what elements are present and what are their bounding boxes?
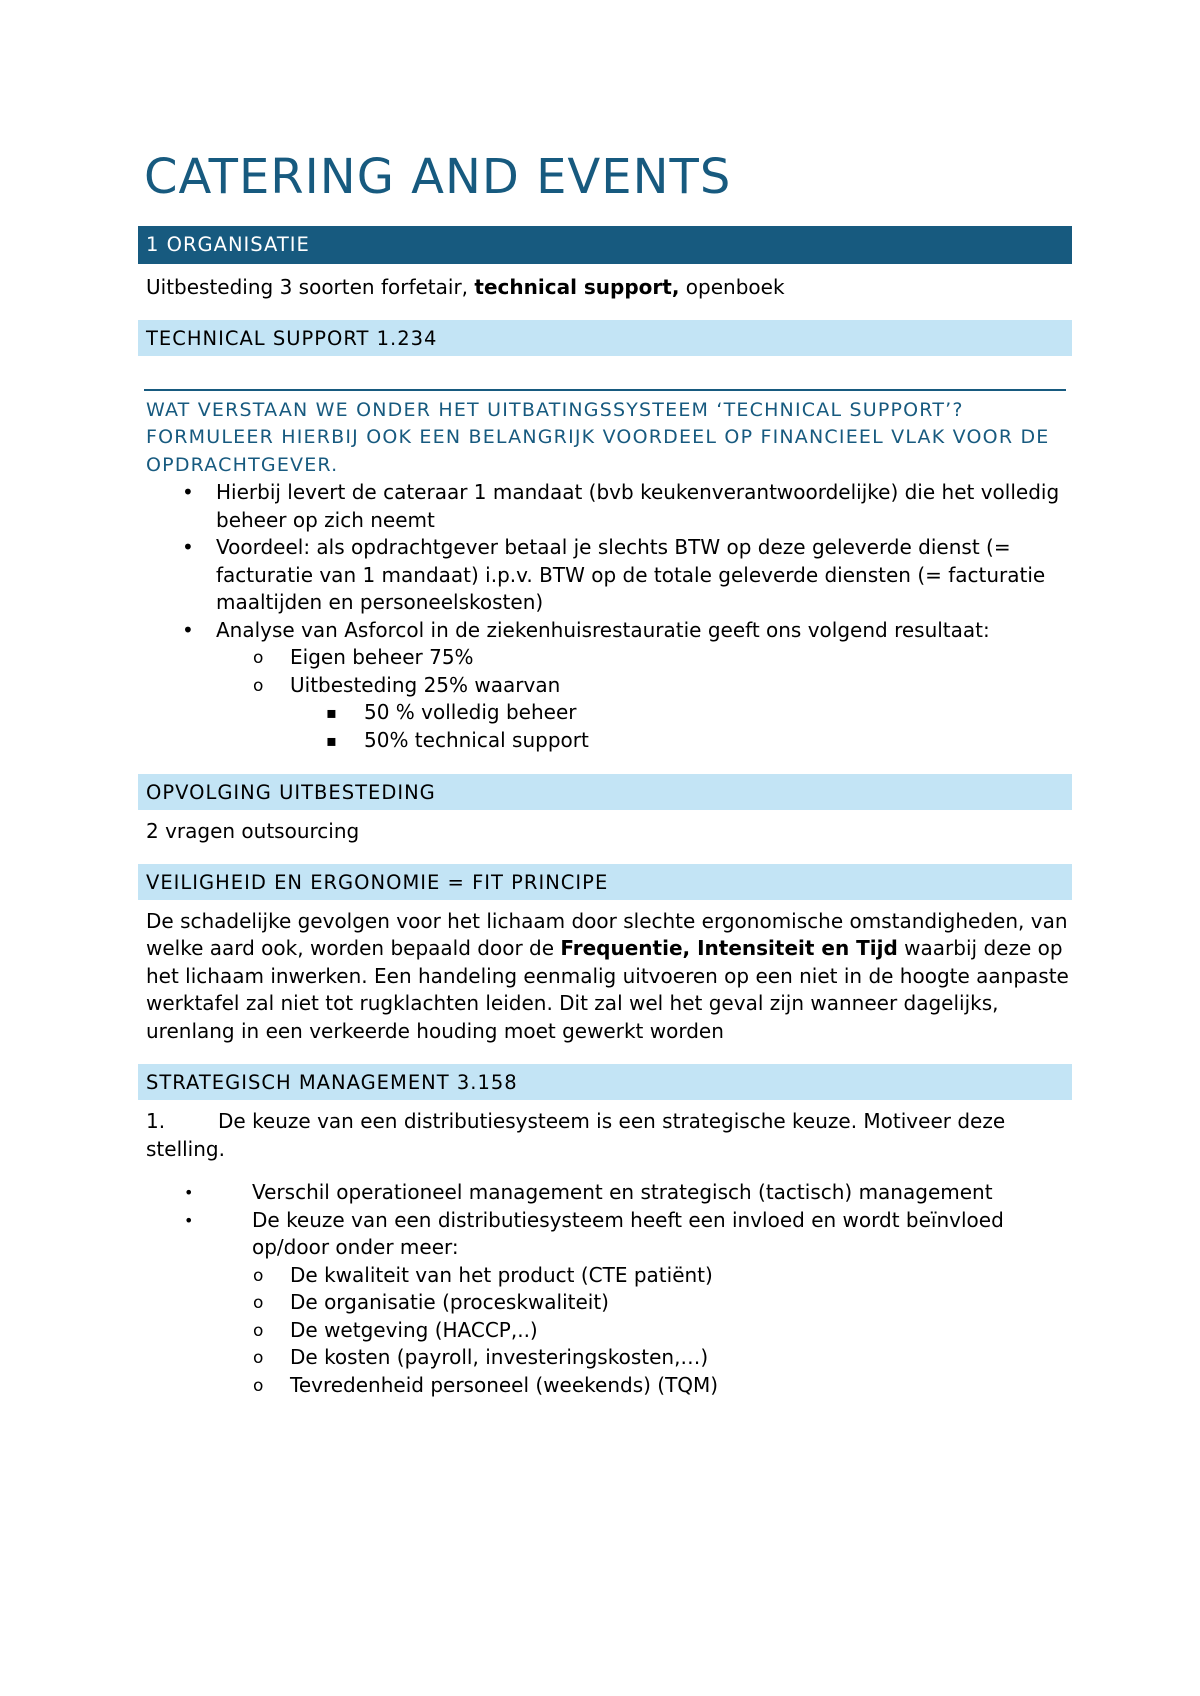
list-item: • Verschil operationeel management en strategisch (tactisch) management — [138, 1179, 1072, 1207]
section-heading-technical-support: TECHNICAL SUPPORT 1.234 — [138, 320, 1072, 356]
section-heading-opvolging: OPVOLGING UITBESTEDING — [138, 774, 1072, 810]
list-item: • Analyse van Asforcol in de ziekenhuisrestauratie geeft ons volgend resultaat: — [138, 617, 1072, 645]
technical-support-bullets — [138, 479, 1072, 754]
list-item: • Voordeel: als opdrachtgever betaal je slechts BTW op deze geleverde dienst (= facturatie van 1 mandaat) i.p.v. BTW op de totale geleverde diensten (= facturatie maaltijden en personeelskosten) — [182, 535, 1046, 614]
square-marker: ▪ — [326, 730, 337, 750]
technical-support-question: WAT VERSTAAN WE ONDER HET UITBATINGSSYSTEEM ‘TECHNICAL SUPPORT’? FORMULEER HIERBIJ OOK EEN BELANGRIJK VOORDEEL OP FINANCIEEL VLAK VOOR DE OPDRACHTGEVER. — [144, 389, 1066, 480]
list-item: o De kosten (payroll, investeringskosten,…) — [138, 1344, 1072, 1372]
circle-marker: o — [253, 1265, 264, 1286]
circle-marker: o — [253, 1348, 264, 1368]
section-heading-strategisch: STRATEGISCH MANAGEMENT 3.158 — [138, 1064, 1072, 1100]
list-item: o De wetgeving (HACCP,..) — [138, 1317, 1072, 1345]
strategisch-bullets — [138, 1179, 1072, 1399]
list-item: • De keuze van een distributiesysteem heeft een invloed en wordt beïnvloed op/door onder meer: — [184, 1207, 1004, 1259]
circle-marker: o — [253, 675, 264, 696]
circle-marker: o — [253, 1320, 264, 1341]
list-item: o De organisatie (proceskwaliteit) — [138, 1289, 1072, 1317]
circle-marker: o — [253, 648, 264, 668]
document-title: CATERING AND EVENTS — [144, 149, 732, 205]
list-item: ▪ 50 % volledig beheer — [138, 699, 1072, 727]
bullet-marker: • — [184, 1210, 194, 1230]
organisatie-paragraph: Uitbesteding 3 soorten forfetair, technical support, openboek — [146, 275, 785, 299]
list-item: o Tevredenheid personeel (weekends) (TQM) — [138, 1372, 1072, 1400]
list-item: o De kwaliteit van het product (CTE patiënt) — [138, 1262, 1072, 1290]
veiligheid-paragraph: De schadelijke gevolgen voor het lichaam door slechte ergonomische omstandigheden, van welke aard ook, worden bepaald door de Frequentie, Intensiteit en Tijd waarbij deze op het lichaam inwerken. Een handeling eenmalig uitvoeren op een niet in de hoogte aanpaste werktafel zal niet tot rugklachten leiden. Dit zal wel het geval zijn wanneer dagelijks, urenlang in een verkeerde houding moet gewerkt worden — [146, 908, 1069, 1043]
opvolging-paragraph: 2 vragen outsourcing — [146, 819, 360, 843]
section-heading-organisatie: 1 ORGANISATIE — [138, 226, 1072, 264]
section-heading-veiligheid: VEILIGHEID EN ERGONOMIE = FIT PRINCIPE — [138, 864, 1072, 900]
bullet-marker: • — [182, 480, 194, 504]
list-item: o Uitbesteding 25% waarvan — [138, 672, 1072, 700]
bullet-marker: • — [182, 535, 194, 559]
bullet-marker: • — [182, 617, 194, 642]
list-item: • Hierbij levert de cateraar 1 mandaat (bvb keukenverantwoordelijke) die het volledig beheer op zich neemt — [182, 480, 1060, 532]
bullet-marker: • — [184, 1183, 194, 1202]
circle-marker: o — [253, 1375, 264, 1396]
list-item: ▪ 50% technical support — [138, 727, 1072, 755]
list-item: o Eigen beheer 75% — [138, 644, 1072, 672]
circle-marker: o — [253, 1293, 264, 1313]
numbered-item: 1. De keuze van een distributiesysteem is een strategische keuze. Motiveer deze stelling. — [146, 1109, 1006, 1161]
square-marker: ▪ — [326, 703, 337, 722]
